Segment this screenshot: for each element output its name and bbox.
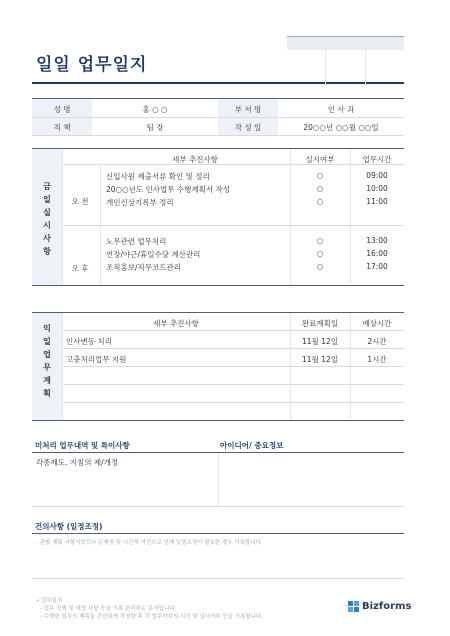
position-label: 직 책 (53, 123, 71, 132)
tomorrow-col-line (290, 313, 291, 420)
tomorrow-bottom-border (32, 420, 404, 421)
dept-value: 인 사 과 (327, 105, 355, 114)
morning-done: ○ (316, 171, 324, 180)
tomorrow-task: 고충처리업무 지원 (66, 355, 127, 364)
pending-title: 미처리 업무내역 및 특이사항 (35, 441, 130, 450)
afternoon-time: 17:00 (366, 262, 388, 271)
morning-label: 오 전 (71, 197, 89, 206)
today-col-task: 세부 추진사항 (172, 155, 218, 164)
footer-line: - 업무 진행 및 예정 사항 등을 기록 관리하는 문서입니다. (40, 606, 177, 612)
bizforms-logo (348, 601, 411, 612)
position-value: 팀 장 (146, 123, 164, 132)
dept-label: 부 서 명 (234, 105, 262, 114)
approval-header (287, 36, 404, 50)
afternoon-done: ○ (316, 236, 324, 245)
name-value: 홍 ○ ○ (142, 105, 168, 114)
today-col-line (350, 149, 351, 285)
tomorrow-plan: 11월 12일 (302, 355, 338, 364)
tomorrow-col-line (62, 313, 63, 420)
tomorrow-row-divider (62, 330, 404, 331)
tomorrow-row-divider (62, 348, 404, 349)
morning-time: 09:00 (366, 171, 388, 180)
approval-cell (287, 50, 326, 84)
afternoon-time: 13:00 (366, 236, 388, 245)
today-top-border (32, 148, 404, 149)
footer-heading: • 업무일지 (36, 598, 63, 604)
date-label: 작 성 일 (234, 123, 262, 132)
name-label: 성 명 (53, 105, 71, 114)
info-row-divider (32, 117, 404, 118)
pending-content: 각종제도. 지침의 제/개정 (36, 458, 119, 467)
afternoon-task: 조직홍보/직무코드관리 (106, 263, 181, 272)
morning-done: ○ (316, 184, 324, 193)
info-bottom-border (32, 135, 404, 136)
tomorrow-task: 인사변동 처리 (66, 337, 112, 346)
tomorrow-section-text: 익 일 업 무 계 획 (43, 324, 51, 398)
approval-box (287, 36, 404, 84)
logo-square (348, 601, 353, 606)
bizforms-logo-icon (348, 601, 359, 612)
afternoon-done: ○ (316, 262, 324, 271)
afternoon-done: ○ (316, 249, 324, 258)
bizforms-logo-text: Bizforms (362, 601, 412, 612)
approval-cell (366, 50, 404, 84)
date-value: 20○○년 ○○월 ○○일 (303, 123, 379, 132)
today-section-label (41, 180, 53, 258)
suggestion-top-border (32, 533, 404, 534)
tomorrow-est: 2시간 (367, 337, 387, 346)
tomorrow-row-divider (62, 402, 404, 403)
logo-square (348, 607, 353, 612)
afternoon-label: 오 후 (71, 264, 89, 273)
tomorrow-row-divider (62, 366, 404, 367)
morning-task: 20○○년도 인사업무 수행계획서 작성 (106, 185, 230, 194)
today-col-done: 실시여부 (305, 155, 335, 164)
today-col-line (62, 149, 63, 285)
suggestion-bottom-border (32, 578, 404, 579)
approval-cells (287, 50, 404, 84)
tomorrow-col-plan: 완료계획일 (301, 319, 339, 328)
footer-line: - 수행한 업무의 제목을 간단하게 작성한 후 각 업무까지의 시간 및 실시여부 등을 기록합니다. (40, 614, 264, 620)
today-split-divider (62, 225, 404, 226)
tomorrow-plan: 11월 12일 (302, 337, 338, 346)
today-col-line (100, 164, 101, 285)
logo-square (354, 601, 359, 606)
afternoon-task: 연장/야근/휴일수당 계산관리 (106, 250, 201, 259)
approval-cell (326, 50, 365, 84)
today-col-time: 업무시간 (362, 155, 392, 164)
tomorrow-row-divider (62, 384, 404, 385)
morning-time: 11:00 (366, 197, 388, 206)
tomorrow-est: 1시간 (367, 355, 387, 364)
logo-square (354, 607, 359, 612)
tomorrow-col-line (350, 313, 351, 420)
footer-heading-text: 업무일지 (41, 598, 63, 604)
today-col-line (290, 149, 291, 285)
today-section-text: 금 일 실 시 사 항 (43, 182, 51, 256)
tomorrow-col-est: 예상시간 (362, 319, 392, 328)
tomorrow-section-label (41, 322, 53, 400)
morning-time: 10:00 (366, 184, 388, 193)
today-header-divider (62, 164, 404, 165)
pending-ideas-divider (218, 453, 219, 506)
suggestion-note: - 관할 계획 사항이었으나 문제점 및 시간적 여건으로 인해 일정조정이 필요한 경우 기록합니다. (36, 540, 263, 546)
morning-done: ○ (316, 197, 324, 206)
ideas-title: 아이디어/ 중요정보 (220, 441, 284, 450)
morning-task: 신입사원 제출서류 확인 및 정리 (106, 172, 210, 181)
info-top-border (32, 98, 404, 99)
today-bottom-border (32, 285, 404, 286)
morning-task: 개인신상기록부 정리 (106, 198, 174, 207)
afternoon-time: 16:00 (366, 249, 388, 258)
page-title: 일일 업무일지 (36, 55, 148, 75)
suggestion-title: 건의사항 (일정조정) (35, 522, 103, 531)
afternoon-task: 노무관련 업무처리 (106, 237, 167, 246)
tomorrow-col-task: 세부 추진사항 (153, 319, 199, 328)
pending-bottom-border (32, 506, 404, 507)
tomorrow-top-border (32, 312, 404, 313)
